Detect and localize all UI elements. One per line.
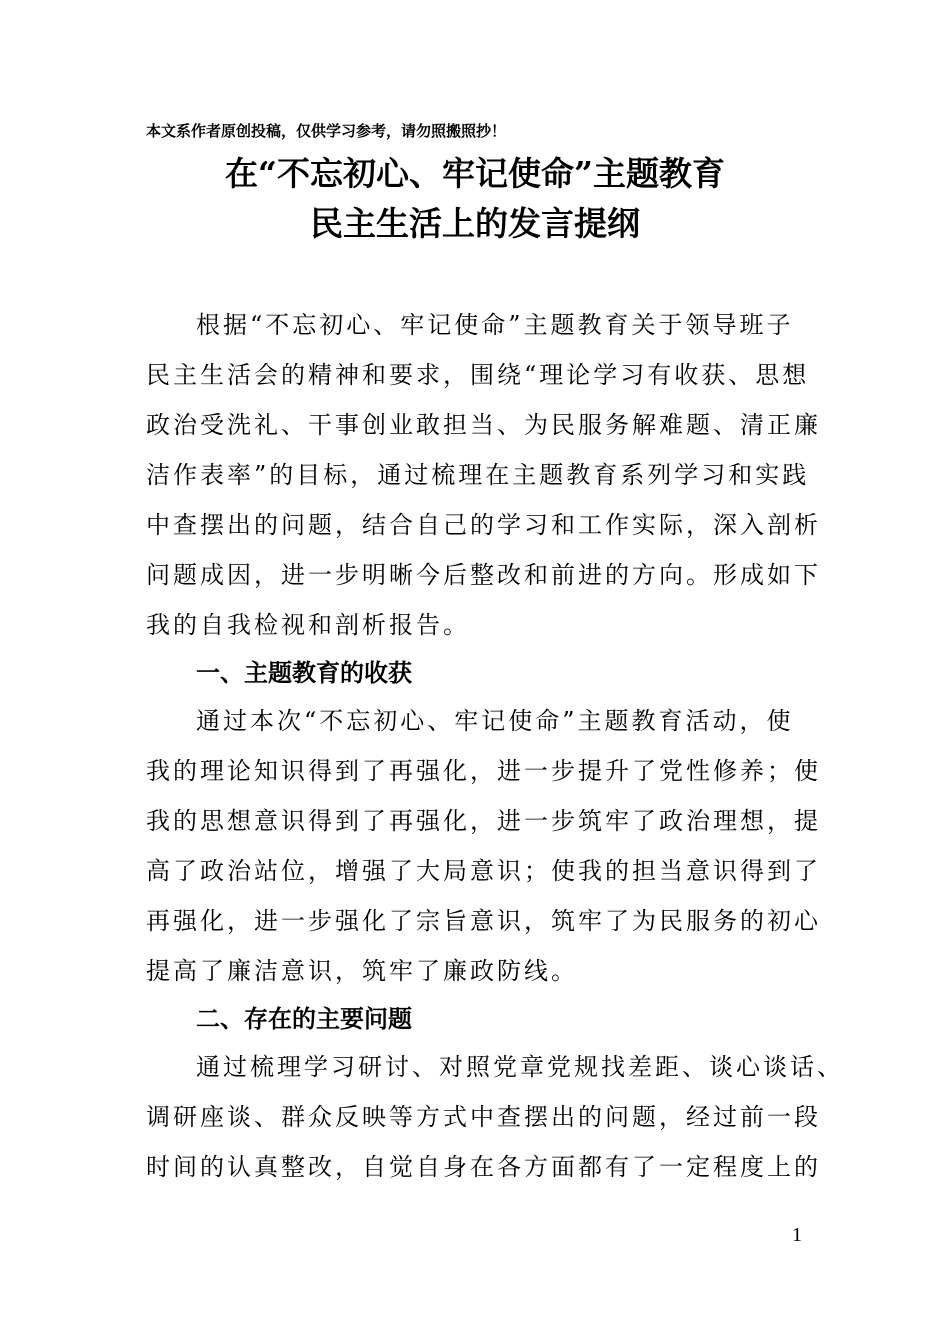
paragraph-line: 根据“不忘初心、牢记使命”主题教育关于领导班子 <box>196 311 794 339</box>
paragraph-line: 通过本次“不忘初心、牢记使命”主题教育活动，使 <box>196 707 794 735</box>
paragraph-line: 政治受洗礼、干事创业敢担当、为民服务解难题、清正廉 <box>146 411 821 439</box>
title-line-1: 在“不忘初心、牢记使命”主题教育 <box>225 154 725 193</box>
paragraph-line: 再强化，进一步强化了宗旨意识，筑牢了为民服务的初心 <box>146 907 821 935</box>
page-number: 1 <box>792 1224 802 1246</box>
paragraph-line: 中查摆出的问题，结合自己的学习和工作实际，深入剖析 <box>146 511 821 539</box>
section-1-paragraph <box>146 696 821 996</box>
section-2-paragraph <box>146 1042 844 1192</box>
paragraph-line: 民主生活会的精神和要求，围绕“理论学习有收获、思想 <box>146 361 810 389</box>
copyright-notice: 本文系作者原创投稿，仅供学习参考，请勿照搬照抄！ <box>146 122 507 140</box>
paragraph-line: 我的自我检视和剖析报告。 <box>146 611 470 639</box>
paragraph-line: 我的思想意识得到了再强化，进一步筑牢了政治理想，提 <box>146 807 821 835</box>
section-2-heading: 二、存在的主要问题 <box>196 1005 412 1033</box>
paragraph-line: 问题成因，进一步明晰今后整改和前进的方向。形成如下 <box>146 561 821 589</box>
intro-paragraph <box>146 300 821 650</box>
paragraph-line: 洁作表率”的目标，通过梳理在主题教育系列学习和实践 <box>146 461 810 489</box>
paragraph-line: 调研座谈、群众反映等方式中查摆出的问题，经过前一段 <box>146 1103 821 1131</box>
title-line-2: 民主生活上的发言提纲 <box>310 204 640 243</box>
paragraph-line: 通过梳理学习研讨、对照党章党规找差距、谈心谈话、 <box>196 1053 844 1081</box>
paragraph-line: 时间的认真整改，自觉自身在各方面都有了一定程度上的 <box>146 1153 821 1181</box>
paragraph-line: 我的理论知识得到了再强化，进一步提升了党性修养；使 <box>146 757 821 785</box>
paragraph-line: 提高了廉洁意识，筑牢了廉政防线。 <box>146 957 578 985</box>
section-1-heading: 一、主题教育的收获 <box>196 659 412 687</box>
paragraph-line: 高了政治站位，增强了大局意识；使我的担当意识得到了 <box>146 857 821 885</box>
